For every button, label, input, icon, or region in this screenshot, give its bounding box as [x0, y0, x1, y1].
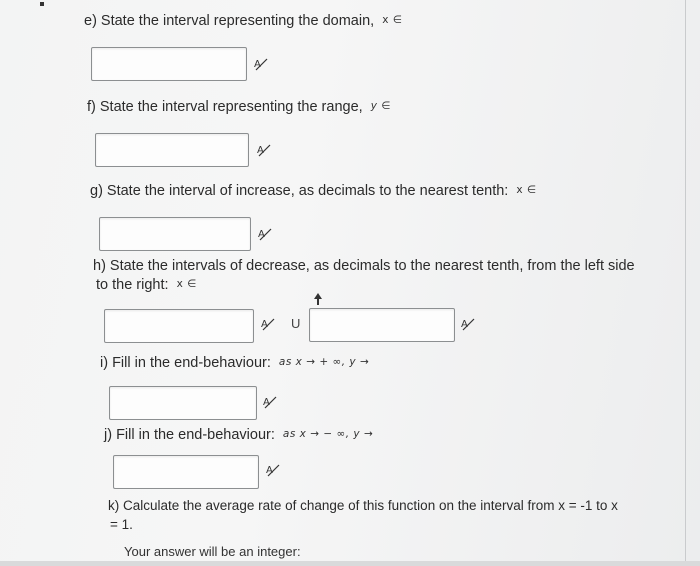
question-g	[90, 182, 537, 201]
question-k-line2: = 1.	[110, 517, 133, 532]
corner-mark	[40, 2, 44, 6]
question-h-line2	[96, 276, 197, 295]
question-j-label: j) Fill in the end-behaviour:	[104, 427, 275, 443]
question-e	[84, 12, 402, 31]
question-h-math: x ∈	[176, 278, 197, 290]
svg-text:A: A	[461, 319, 468, 330]
preview-icon[interactable]	[460, 316, 476, 332]
question-h-line1: h) State the intervals of decrease, as decimals to the nearest tenth, from the left side	[93, 258, 635, 274]
preview-icon[interactable]	[257, 226, 273, 242]
end-behaviour-neg-input[interactable]	[113, 455, 259, 489]
end-behaviour-pos-input[interactable]	[109, 386, 257, 420]
question-f	[87, 98, 391, 117]
svg-text:A: A	[257, 145, 264, 156]
question-j-math: as x → − ∞, y →	[282, 428, 374, 440]
preview-icon[interactable]	[265, 462, 281, 478]
question-f-label: f) State the interval representing the range,	[87, 99, 363, 115]
question-i-math: as x → + ∞, y →	[278, 356, 370, 368]
preview-icon[interactable]	[262, 394, 278, 410]
question-i	[100, 354, 369, 373]
svg-text:A: A	[258, 229, 265, 240]
union-symbol: U	[291, 316, 301, 331]
question-e-label: e) State the interval representing the domain,	[84, 13, 375, 29]
increase-interval-input[interactable]	[99, 217, 251, 251]
svg-text:A: A	[261, 319, 268, 330]
mouse-cursor-icon	[313, 293, 323, 305]
question-k-line1: k) Calculate the average rate of change of this function on the interval from x = -1 to x	[108, 498, 618, 513]
question-g-label: g) State the interval of increase, as decimals to the nearest tenth:	[90, 183, 509, 199]
bottom-divider	[0, 561, 700, 566]
question-g-math: x ∈	[516, 184, 537, 196]
question-h-label: to the right:	[96, 277, 169, 293]
domain-input[interactable]	[91, 47, 247, 81]
preview-icon[interactable]	[253, 56, 269, 72]
decrease-interval-input-2[interactable]	[309, 308, 455, 342]
page-edge-divider	[685, 0, 686, 566]
question-j	[104, 426, 373, 445]
svg-text:A: A	[266, 465, 273, 476]
question-f-math: y ∈	[370, 100, 391, 112]
range-input[interactable]	[95, 133, 249, 167]
question-i-label: i) Fill in the end-behaviour:	[100, 355, 271, 371]
svg-text:A: A	[263, 397, 270, 408]
preview-icon[interactable]	[256, 142, 272, 158]
question-e-math: x ∈	[382, 14, 403, 26]
question-k-note: Your answer will be an integer:	[124, 544, 301, 559]
svg-text:A: A	[254, 59, 261, 70]
decrease-interval-input-1[interactable]	[104, 309, 254, 343]
preview-icon[interactable]	[260, 316, 276, 332]
